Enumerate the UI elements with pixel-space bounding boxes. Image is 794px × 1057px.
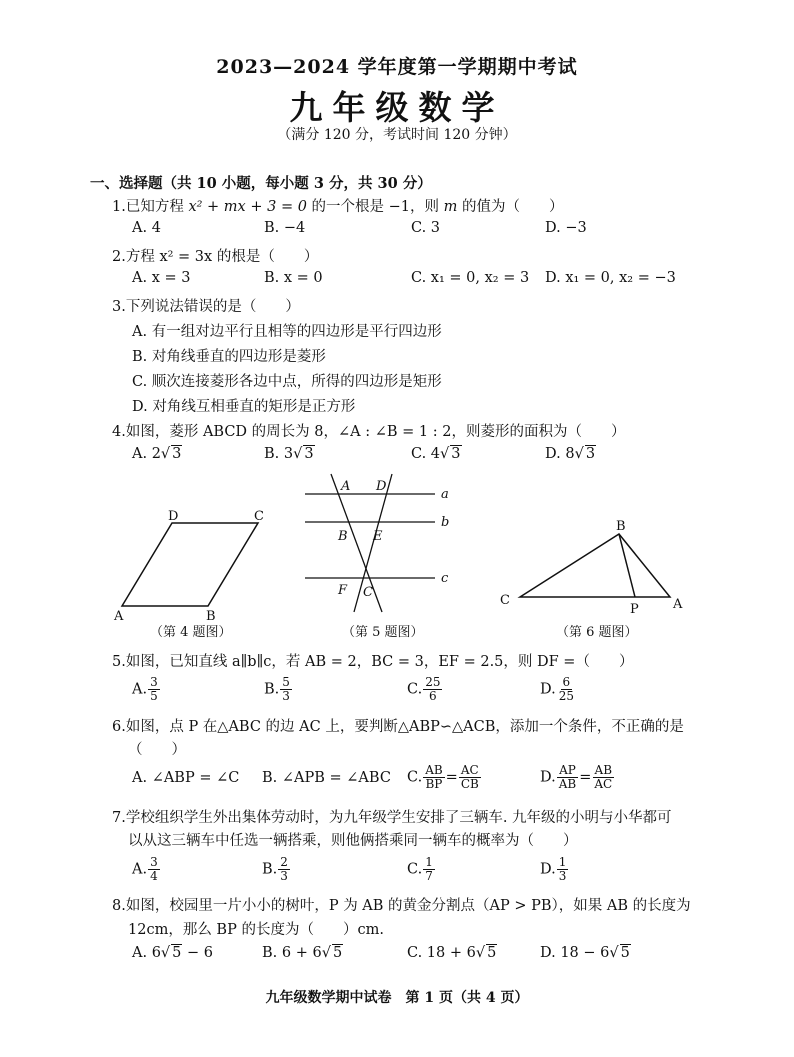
question-8-stem-line-2: 12cm，那么 BP 的长度为（ ）cm.: [128, 922, 384, 938]
fig6-label-b: B: [616, 519, 626, 534]
q8-a-radicand: 5: [172, 945, 182, 961]
q7-a-label: A.: [132, 861, 148, 878]
q1-option-d: D. −3: [545, 220, 587, 236]
q4-d-radicand: 3: [585, 446, 596, 462]
numerator: 6: [562, 675, 571, 689]
denominator: 7: [425, 869, 433, 883]
section-heading: 一、选择题（共 10 小题，每小题 3 分，共 30 分）: [90, 175, 432, 192]
question-7-stem-line-1: 7.学校组织学生外出集体劳动时，为九年级学生安排了三辆车. 九年级的小明与小华都可: [112, 810, 672, 826]
q4-b-coef: B. 3: [264, 446, 294, 462]
question-6-stem-line-1: 6.如图，点 P 在△ABC 的边 AC 上，要判断△ABP∽△ACB，添加一个条件，不正确的是: [112, 719, 684, 735]
q6-option-b: B. ∠APB = ∠ABC: [262, 770, 391, 786]
q5-c-label: C.: [407, 681, 423, 698]
q6-option-a: A. ∠ABP = ∠C: [132, 770, 240, 786]
q2-option-b: B. x = 0: [264, 270, 323, 286]
fig5-line-label-a: a: [441, 487, 449, 502]
figures-row: [100, 470, 720, 645]
page-footer: 九年级数学期中试卷 第 1 页（共 4 页）: [265, 990, 529, 1006]
q6-d-fraction-1: [557, 764, 578, 791]
denominator: 5: [150, 689, 158, 703]
q8-option-a: A. 6√ 5 − 6: [132, 945, 213, 961]
q1-stem-part: 的值为（ ）: [457, 199, 564, 215]
q7-b-fraction: [278, 856, 290, 883]
figure-4-rhombus: [113, 509, 264, 624]
q5-option-a: [132, 676, 161, 703]
q4-a-radicand: 3: [172, 446, 182, 462]
q8-a-pre: A. 6: [132, 945, 161, 961]
figure-5-parallel-lines: [305, 474, 449, 612]
q7-b-label: B.: [262, 861, 278, 878]
q8-d-radicand: 5: [620, 945, 630, 961]
q4-option-a: A. 2√ 3: [132, 446, 182, 462]
q7-d-fraction: [557, 856, 569, 883]
fig5-line-label-c: c: [441, 571, 449, 586]
numerator: AC: [460, 763, 479, 777]
q2-option-d: D. x₁ = 0, x₂ = −3: [545, 270, 676, 286]
q3-option-d: D. 对角线互相垂直的矩形是正方形: [132, 399, 356, 415]
exam-header-line: 2023—2024 学年度第一学期期中考试: [216, 56, 578, 78]
question-3-stem: 3.下列说法错误的是（ ）: [112, 299, 300, 315]
question-6-stem-line-2: （ ）: [128, 742, 186, 758]
denominator: 6: [429, 689, 437, 703]
triangle-abc: [520, 534, 670, 597]
q5-b-label: B.: [264, 681, 280, 698]
fig5-label-b: B: [338, 529, 348, 544]
q7-option-a: [132, 856, 161, 883]
fig4-label-c: C: [254, 509, 264, 524]
numerator: 5: [282, 675, 290, 689]
numerator: 1: [558, 855, 567, 869]
denominator: 25: [558, 689, 574, 703]
q5-option-d: [540, 676, 577, 703]
fig4-caption: （第 4 题图）: [150, 625, 232, 640]
q5-d-label: D.: [540, 681, 556, 698]
numerator: AB: [425, 763, 443, 777]
q4-d-coef: D. 8: [545, 446, 575, 462]
fig5-label-f: F: [338, 583, 348, 598]
fig4-label-b: B: [206, 609, 216, 624]
denominator: 3: [282, 689, 290, 703]
q4-b-radicand: 3: [304, 446, 314, 462]
q1-option-b: B. −4: [264, 220, 306, 236]
q6-option-c: C. $\frac{AB}{BP}$ = $\frac{AC}{CB}$: [407, 763, 479, 791]
numerator: 1: [425, 855, 433, 869]
denominator: 4: [150, 869, 158, 883]
q1-option-a: A. 4: [132, 220, 161, 236]
q2-option-a: A. x = 3: [132, 270, 191, 286]
fig5-label-e: E: [373, 529, 383, 544]
rhombus-outline: [122, 523, 258, 606]
q8-d-pre: D. 18 − 6: [540, 945, 610, 961]
q5-b-fraction: [280, 676, 292, 703]
q4-option-c: C. 4√ 3: [411, 446, 461, 462]
q4-a-coef: A. 2: [132, 446, 161, 462]
q3-option-a: A. 有一组对边平行且相等的四边形是平行四边形: [132, 324, 442, 340]
q6-d-label: D.: [540, 769, 556, 786]
q3-option-c: C. 顺次连接菱形各边中点，所得的四边形是矩形: [132, 374, 442, 390]
q3-option-b: B. 对角线垂直的四边形是菱形: [132, 349, 326, 365]
q5-option-b: [264, 676, 293, 703]
numerator: 25: [425, 675, 441, 689]
exam-title: 九年级数学: [289, 88, 505, 127]
q7-c-label: C.: [407, 861, 423, 878]
question-8-stem-line-1: 8.如图，校园里一片小小的树叶，P 为 AB 的黄金分割点（AP > PB），如果 AB 的长度为: [112, 898, 691, 914]
question-4-stem: 4.如图，菱形 ABCD 的周长为 8，∠A : ∠B = 1 : 2，则菱形的面积为（ ）: [112, 424, 626, 440]
denominator: BP: [425, 777, 443, 791]
q6-c-fraction-1: [423, 764, 444, 791]
numerator: AB: [594, 763, 613, 777]
fig6-label-p: P: [630, 602, 639, 617]
denominator: AC: [594, 777, 613, 791]
q8-b-radicand: 5: [332, 945, 343, 961]
question-1-stem: [112, 195, 564, 216]
fig6-caption: （第 6 题图）: [556, 625, 638, 640]
q8-c-radicand: 5: [487, 945, 497, 961]
denominator: AB: [558, 777, 577, 791]
numerator: AP: [559, 763, 576, 777]
q7-d-label: D.: [540, 861, 556, 878]
q5-a-fraction: [148, 676, 160, 703]
numerator: 3: [150, 675, 158, 689]
q8-option-c: C. 18 + 6√ 5: [407, 945, 497, 961]
q6-c-label: C.: [407, 769, 423, 786]
question-7-stem-line-2: 以从这三辆车中任选一辆搭乘，则他俩搭乘同一辆车的概率为（ ）: [128, 833, 578, 849]
numerator: 3: [150, 855, 158, 869]
q5-a-label: A.: [132, 681, 148, 698]
q2-option-c: C. x₁ = 0, x₂ = 3: [411, 270, 530, 286]
fig5-label-a: A: [341, 479, 351, 494]
q1-stem-part: 的一个根是 −1，则: [306, 199, 444, 215]
q6-option-d: D. $\frac{AP}{AB}$ = $\frac{AB}{AC}$: [540, 763, 613, 791]
q5-c-fraction: [423, 676, 442, 703]
q5-option-c: [407, 676, 443, 703]
q6-c-fraction-2: [459, 764, 481, 791]
fig4-label-a: A: [114, 609, 124, 624]
exam-subtitle: （满分 120 分，考试时间 120 分钟）: [277, 127, 517, 143]
q1-option-c: C. 3: [411, 220, 441, 236]
fig5-label-c: C: [363, 585, 373, 600]
figure-6-triangle: [500, 519, 683, 617]
q7-a-fraction: [148, 856, 160, 883]
q8-option-d: D. 18 − 6√ 5: [540, 945, 630, 961]
q7-option-c: [407, 856, 436, 883]
q4-c-coef: C. 4: [411, 446, 441, 462]
q4-option-b: B. 3√ 3: [264, 446, 314, 462]
q4-option-d: D. 8√ 3: [545, 446, 596, 462]
q6-d-fraction-2: [592, 764, 614, 791]
q7-option-d: [540, 856, 569, 883]
q8-c-pre: C. 18 + 6: [407, 945, 476, 961]
q7-c-fraction: [423, 856, 435, 883]
q8-option-b: B. 6 + 6√ 5: [262, 945, 343, 961]
q4-c-radicand: 3: [451, 446, 461, 462]
fig5-label-d: D: [376, 479, 387, 494]
fig5-line-label-b: b: [441, 515, 450, 530]
q1-equation: x² + mx + 3 = 0: [188, 199, 307, 215]
question-5-stem: 5.如图，已知直线 a∥b∥c，若 AB = 2，BC = 3，EF = 2.5，则 DF =（ ）: [112, 654, 634, 670]
q7-option-b: [262, 856, 291, 883]
q5-d-fraction: [557, 676, 576, 703]
fig6-label-c: C: [500, 593, 510, 608]
fig6-label-a: A: [673, 597, 683, 612]
denominator: 3: [280, 869, 288, 883]
question-2-stem: 2.方程 x² = 3x 的根是（ ）: [112, 249, 319, 265]
fig4-label-d: D: [168, 509, 179, 524]
q1-stem-part: 1.已知方程: [112, 199, 189, 215]
fig5-caption: （第 5 题图）: [342, 625, 424, 640]
denominator: CB: [460, 777, 479, 791]
q8-b-pre: B. 6 + 6: [262, 945, 322, 961]
q1-variable: m: [443, 199, 458, 215]
numerator: 2: [280, 855, 288, 869]
q8-a-post: − 6: [182, 945, 213, 961]
denominator: 3: [558, 869, 567, 883]
